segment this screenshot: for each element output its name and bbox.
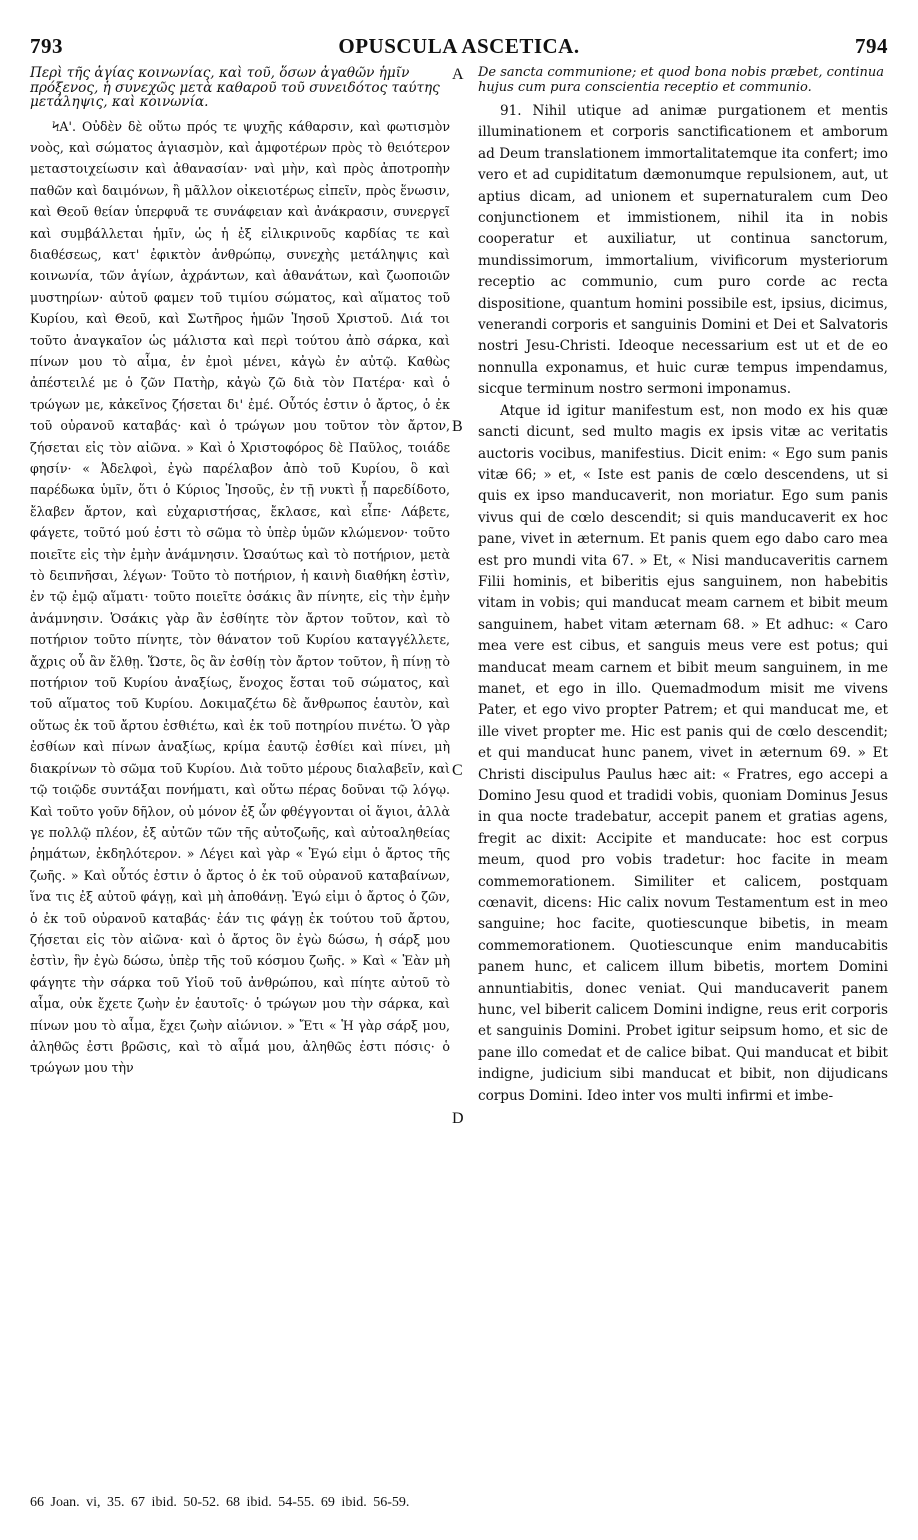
- greek-column: [30, 66, 450, 1079]
- running-title: OPUSCULA ASCETICA.: [338, 34, 580, 58]
- latin-paragraph-2: Atque id igitur manifestum est, non modo ex his quæ sancti dicunt, sed multo magis ex ipsis vitæ ac veritatis auctoris vocibus, manifestius. Dicit enim: « Ego sum panis vitæ 66; » et, « Iste est panis de cœlo descendens, ut si quis ex ipso manducaverit, non moriatur. Ego sum panis vivus qui de cœlo descendit; si quis manducaverit ex hoc pane, vivet in æternum. Et panis quem ego dabo caro mea est pro mundi vita 67. » Et, « Nisi manducaveritis carnem Filii hominis, et biberitis ejus sanguinem, non habebitis vitam in vobis; qui manducat meam carnem et bibit meum sanguinem, habet vitam æternam 68. » Et adhuc: « Caro mea vere est cibus, et sanguis meus vere est potus; qui manducat meam carnem et bibit meum sanguinem, in me manet, et ego in illo. Quemadmodum misit me vivens Pater, et ego vivo propter Patrem; et qui manducat me, et ille vivet propter me. Hic est panis qui de cœlo descendit; et qui manducat hunc panem, vivet in æternum 69. » Et Christi discipulus Paulus hæc ait: « Fratres, ego accepi a Domino Jesu quod et tradidi vobis, quoniam Dominus Jesus in qua nocte tradebatur, accepit panem et gratias agens, fregit ac dixit: Accipite et manducate: hoc est corpus meum, quod pro vobis tradetur: hoc facite in meam commemorationem. Similiter et calicem, postquam cœnavit, dicens: Hic calix novum Testamentum est in meo sanguine; hoc facite, quotiescunque bibetis, in meam commemorationem. Quotiescunque enim manducabitis panem hunc, et calicem illum bibetis, mortem Domini annuntiabitis, donec veniat. Qui manducaverit panem hunc, vel biberit calicem Domini indigne, reus erit corporis et sanguinis Domini. Probet igitur seipsum homo, et sic de pane illo comedat et de calice bibat. Qui manducat et bibit indigne, judicium sibi manducat et bibit, non dijudicans corpus Domini. Ideo inter vos multi infirmi et imbe-: [478, 402, 888, 1104]
- margin-letter-a: A: [452, 66, 464, 83]
- greek-paragraph: ϞΑ'. Οὐδὲν δὲ οὕτω πρός τε ψυχῆς κάθαρσιν, καὶ φωτισμὸν νοὸς, καὶ σώματος ἁγιασμὸν, καὶ ἀμφοτέρων πρὸς τὸ θειότερον μεταστοιχείωσιν καὶ ἀθανασίαν· ναὶ μὴν, καὶ πρὸς ἀποτροπὴν παθῶν καὶ δαιμόνων, ἢ μᾶλλον οἰκειοτέρως εἰπεῖν, πρὸς ἕνωσιν, καὶ Θεοῦ θείαν ὑπερφυᾶ τε συνάφειαν καὶ ἀνάκρασιν, συνεργεῖ καὶ συμβάλλεται ἡμῖν, ὡς ἡ ἐξ εἰλικρινοῦς καρδίας τε καὶ διαθέσεως, κατ' ἐφικτὸν ἀνθρώπῳ, συνεχὴς μετάληψις καὶ κοινωνία, τῶν ἁγίων, ἀχράντων, καὶ ἀθανάτων, καὶ ζωοποιῶν μυστηρίων· αὐτοῦ φαμεν τοῦ τιμίου σώματος, καὶ αἵματος τοῦ Κυρίου, καὶ Θεοῦ, καὶ Σωτῆρος ἡμῶν Ἰησοῦ Χριστοῦ. Διά τοι τοῦτο ἀναγκαῖον ὡς μάλιστα καὶ περὶ τούτου ἀπὸ σάρκα, καὶ πίνων μου τὸ αἷμα, ἐν ἐμοὶ μένει, κἀγὼ ἐν αὐτῷ. Καθὼς ἀπέστειλέ με ὁ ζῶν Πατὴρ, κἀγὼ ζῶ διὰ τὸν Πατέρα· καὶ ὁ τρώγων με, κἀκεῖνος ζήσεται δι' ἐμέ. Οὗτός ἐστιν ὁ ἄρτος, ὁ ἐκ τοῦ οὐρανοῦ καταβάς· καὶ ὁ τρώγων μου τοῦτον τὸν ἄρτον, ζήσεται εἰς τὸν αἰῶνα. » Καὶ ὁ Χριστοφόρος δὲ Παῦλος, τοιάδε φησίν· « Ἀδελφοὶ, ἐγὼ παρέλαβον ἀπὸ τοῦ Κυρίου, ὃ καὶ παρέδωκα ὑμῖν, ὅτι ὁ Κύριος Ἰησοῦς, ἐν τῇ νυκτὶ ᾗ παρεδίδοτο, ἔλαβεν ἄρτον, καὶ εὐχαριστήσας, ἔκλασε, καὶ εἶπε· Λάβετε, φάγετε, τοῦτό μού ἐστι τὸ σῶμα τὸ ὑπὲρ ὑμῶν κλώμενον· τοῦτο ποιεῖτε εἰς τὴν ἐμὴν ἀνάμνησιν. Ὡσαύτως καὶ τὸ ποτήριον, μετὰ τὸ δειπνῆσαι, λέγων· Τοῦτο τὸ ποτήριον, ἡ καινὴ διαθήκη ἐστὶν, ἐν τῷ ἐμῷ αἵματι· τοῦτο ποιεῖτε ὁσάκις ἂν πίνητε, εἰς τὴν ἐμὴν ἀνάμνησιν. Ὁσάκις γὰρ ἂν ἐσθίητε τὸν ἄρτον τοῦτον, καὶ τὸ ποτήριον τοῦτο πίνητε, τὸν θάνατον τοῦ Κυρίου καταγγέλλετε, ἄχρις οὗ ἂν ἔλθῃ. Ὥστε, ὃς ἂν ἐσθίῃ τὸν ἄρτον τοῦτον, ἢ πίνῃ τὸ ποτήριον τοῦ Κυρίου ἀναξίως, ἔνοχος ἔσται τοῦ σώματος, καὶ τοῦ αἵματος τοῦ Κυρίου. Δοκιμαζέτω δὲ ἄνθρωπος ἑαυτὸν, καὶ οὕτως ἐκ τοῦ ἄρτου ἐσθιέτω, καὶ ἐκ τοῦ ποτηρίου πινέτω. Ὁ γὰρ ἐσθίων καὶ πίνων ἀναξίως, κρίμα ἑαυτῷ ἐσθίει καὶ πίνει, μὴ διακρίνων τὸ σῶμα τοῦ Κυρίου. Διὰ τοῦτο μέρους διαλαβεῖν, καὶ τῷ τοιῷδε συντάξαι πονήματι, καὶ οὕτω πέρας δοῦναι τῷ λόγῳ. Καὶ τοῦτο γοῦν δῆλον, οὐ μόνον ἐξ ὧν φθέγγονται οἱ ἅγιοι, ἀλλὰ γε πολλῷ πλέον, ἐξ αὐτῶν τῶν τῆς αὐτοζωῆς, καὶ αὐτοαληθείας ῥημάτων, ἐκδηλότερον. » Λέγει καὶ γὰρ « Ἐγώ εἰμι ὁ ἄρτος τῆς ζωῆς. » Καὶ οὗτός ἐστιν ὁ ἄρτος ὁ ἐκ τοῦ οὐρανοῦ καταβαίνων, ἵνα τις ἐξ αὐτοῦ φάγῃ, καὶ μὴ ἀποθάνῃ. Ἐγώ εἰμι ὁ ἄρτος ὁ ζῶν, ὁ ἐκ τοῦ οὐρανοῦ καταβάς· ἐάν τις φάγῃ ἐκ τούτου τοῦ ἄρτου, ζήσεται εἰς τὸν αἰῶνα· καὶ ὁ ἄρτος ὃν ἐγὼ δώσω, ἡ σάρξ μου ἐστὶν, ἣν ἐγὼ δώσω, ὑπὲρ τῆς τοῦ κόσμου ζωῆς. » Καὶ « Ἐὰν μὴ φάγητε τὴν σάρκα τοῦ Υἱοῦ τοῦ ἀνθρώπου, καὶ πίητε αὐτοῦ τὸ αἷμα, οὐκ ἔχετε ζωὴν ἐν ἑαυτοῖς· ὁ τρώγων μου τὴν σάρκα, καὶ πίνων μου τὸ αἷμα, ἔχει ζωὴν αἰώνιον. » Ἔτι « Ἡ γὰρ σάρξ μου, ἀληθῶς ἐστι βρῶσις, καὶ τὸ αἷμά μου, ἀληθῶς ἐστι πόσις· ὁ τρώγων μου τὴν: [30, 118, 450, 1076]
- greek-chapter-title: Περὶ τῆς ἁγίας κοινωνίας, καὶ τοῦ, ὅσων ἀγαθῶν ἡμῖν πρόξενος, ἡ συνεχῶς μετὰ καθαροῦ τοῦ συνειδότος ταύτης μετάληψις, καὶ κοινωνία.: [30, 65, 440, 110]
- page-number-left: 793: [30, 34, 63, 58]
- latin-column: [478, 66, 888, 1107]
- margin-letter-b: B: [452, 418, 463, 435]
- running-header: [30, 34, 888, 58]
- footnotes: 66 Joan. vi, 35. 67 ibid. 50-52. 68 ibid. 54-55. 69 ibid. 56-59.: [30, 1495, 410, 1510]
- margin-letter-d: D: [452, 1110, 464, 1127]
- page-number-right: 794: [855, 34, 888, 58]
- latin-chapter-title: De sancta communione; et quod bona nobis præbet, continua hujus cum pura conscientia receptio et communio.: [478, 65, 885, 95]
- margin-letter-c: C: [452, 762, 463, 779]
- latin-paragraph-1: 91. Nihil utique ad animæ purgationem et mentis illuminationem et corporis sanctificationem et amborum ad Deum translationem immortalitatemque ita confert; imo vero et ad cupiditatum dæmonumque repulsionem, aut, ut aptius dicam, ad unionem et supernaturalem cum Deo conjunctionem et immistionem, nihil ita in nobis cooperatur et auxiliatur, ut continua sanctorum, mundissimorum, immortalium, vivificorum mysteriorum receptio ac communio, cum puro corde ac recta dispositione, quantum homini possibile est, ipsius, dicimus, venerandi corporis et sanguinis Domini et Dei et Salvatoris nostri Jesu-Christi. Ideoque necessarium est ut et de eo nonnulla exponamus, et huic curæ tempus impendamus, sicque terminum nostro sermoni imponamus.: [478, 103, 888, 398]
